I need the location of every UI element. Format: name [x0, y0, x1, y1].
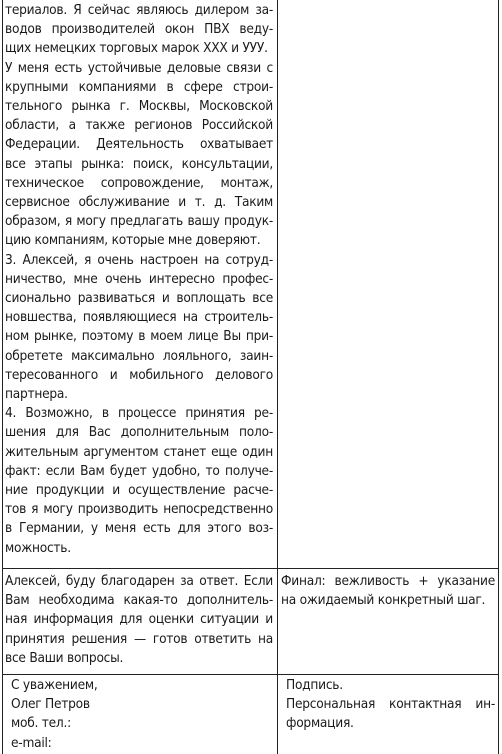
table-cell-letter-body	[5, 1, 273, 558]
text-line: ном рынке, поэтому в моем лице Вы при-	[5, 328, 273, 345]
table-border-right	[498, 0, 499, 754]
text-line: Вам необходима какая-то дополнитель-	[5, 592, 273, 609]
text-line: новшества, появляющиеся на строитель-	[5, 309, 273, 326]
text-line: техническое сопровождение, монтаж,	[5, 174, 273, 191]
text-line: тов я могу производить непосредственно	[5, 501, 273, 518]
table-cell-signature	[11, 676, 273, 753]
text-line: в Германии, у меня есть для этого воз-	[5, 520, 273, 537]
text-line: принятия решения — готов ответить на	[5, 630, 273, 647]
text-line: Подпись.	[286, 677, 343, 693]
text-line: тересованного и мобильного делового	[5, 366, 273, 383]
table-cell-letter-closing	[5, 572, 273, 668]
text-line: 3. Алексей, я очень настроен на сотруд-	[5, 251, 273, 268]
text-line: ние продукции и осуществление расче-	[5, 482, 273, 499]
text-line: все этапы рынка: поиск, консультации,	[5, 155, 273, 172]
text-line: щих немецких торговых марок ХХХ и УУУ.	[5, 40, 268, 57]
text-line: ничество, мне очень интересно профес-	[5, 270, 273, 287]
text-line: сионально развиваться и воплощать все	[5, 290, 273, 307]
table-column-divider	[277, 0, 278, 754]
text-line: все Ваши вопросы.	[5, 649, 124, 666]
text-line: области, а также регионов Российской	[5, 117, 273, 134]
text-line: крупными компаниями в сфере строи-	[5, 78, 273, 95]
table-row-divider	[2, 674, 499, 675]
text-line: Федерации. Деятельность охватывает	[5, 136, 273, 153]
text-line: шения для Вас дополнительным поло-	[5, 424, 273, 441]
text-line: формация.	[286, 715, 354, 732]
text-line: e-mail:	[11, 734, 52, 751]
text-line: факт: если Вам будет удобно, то получе-	[5, 462, 273, 479]
text-line: образом, я могу предлагать вашу продук-	[5, 213, 273, 230]
text-line: можность.	[5, 539, 71, 556]
table-cell-commentary-signature	[286, 676, 495, 734]
text-line: Олег Петров	[11, 696, 90, 713]
text-line: тельного рынка г. Москвы, Московской	[5, 98, 273, 115]
text-line: У меня есть устойчивые деловые связи с	[5, 59, 273, 76]
text-line: партнера.	[5, 386, 68, 403]
text-line: С уважением,	[11, 677, 98, 693]
text-line: на ожидаемый конкретный шаг.	[281, 592, 486, 609]
table-cell-commentary-final	[281, 572, 495, 610]
text-line: моб. тел.:	[11, 715, 71, 732]
text-line: водов производителей окон ПВХ веду-	[5, 21, 273, 38]
text-line: Персональная контактная ин-	[286, 696, 495, 713]
text-line: 4. Возможно, в процессе принятия ре-	[5, 405, 273, 422]
text-line: обретете максимально лояльного, заин-	[5, 347, 273, 364]
text-line: Финал: вежливость + указание	[281, 573, 495, 589]
text-line: териалов. Я сейчас являюсь дилером за-	[5, 2, 273, 18]
text-line: цию компаниям, которые мне доверяют.	[5, 232, 261, 249]
text-line: ная информация для оценки ситуации и	[5, 611, 273, 628]
text-line: сервисное обслуживание и т. д. Таким	[5, 194, 273, 211]
text-line: жительным аргументом станет еще один	[5, 443, 273, 460]
text-line: Алексей, буду благодарен за ответ. Если	[5, 573, 273, 589]
table-row-divider	[2, 568, 499, 569]
table-border-left	[2, 0, 3, 754]
